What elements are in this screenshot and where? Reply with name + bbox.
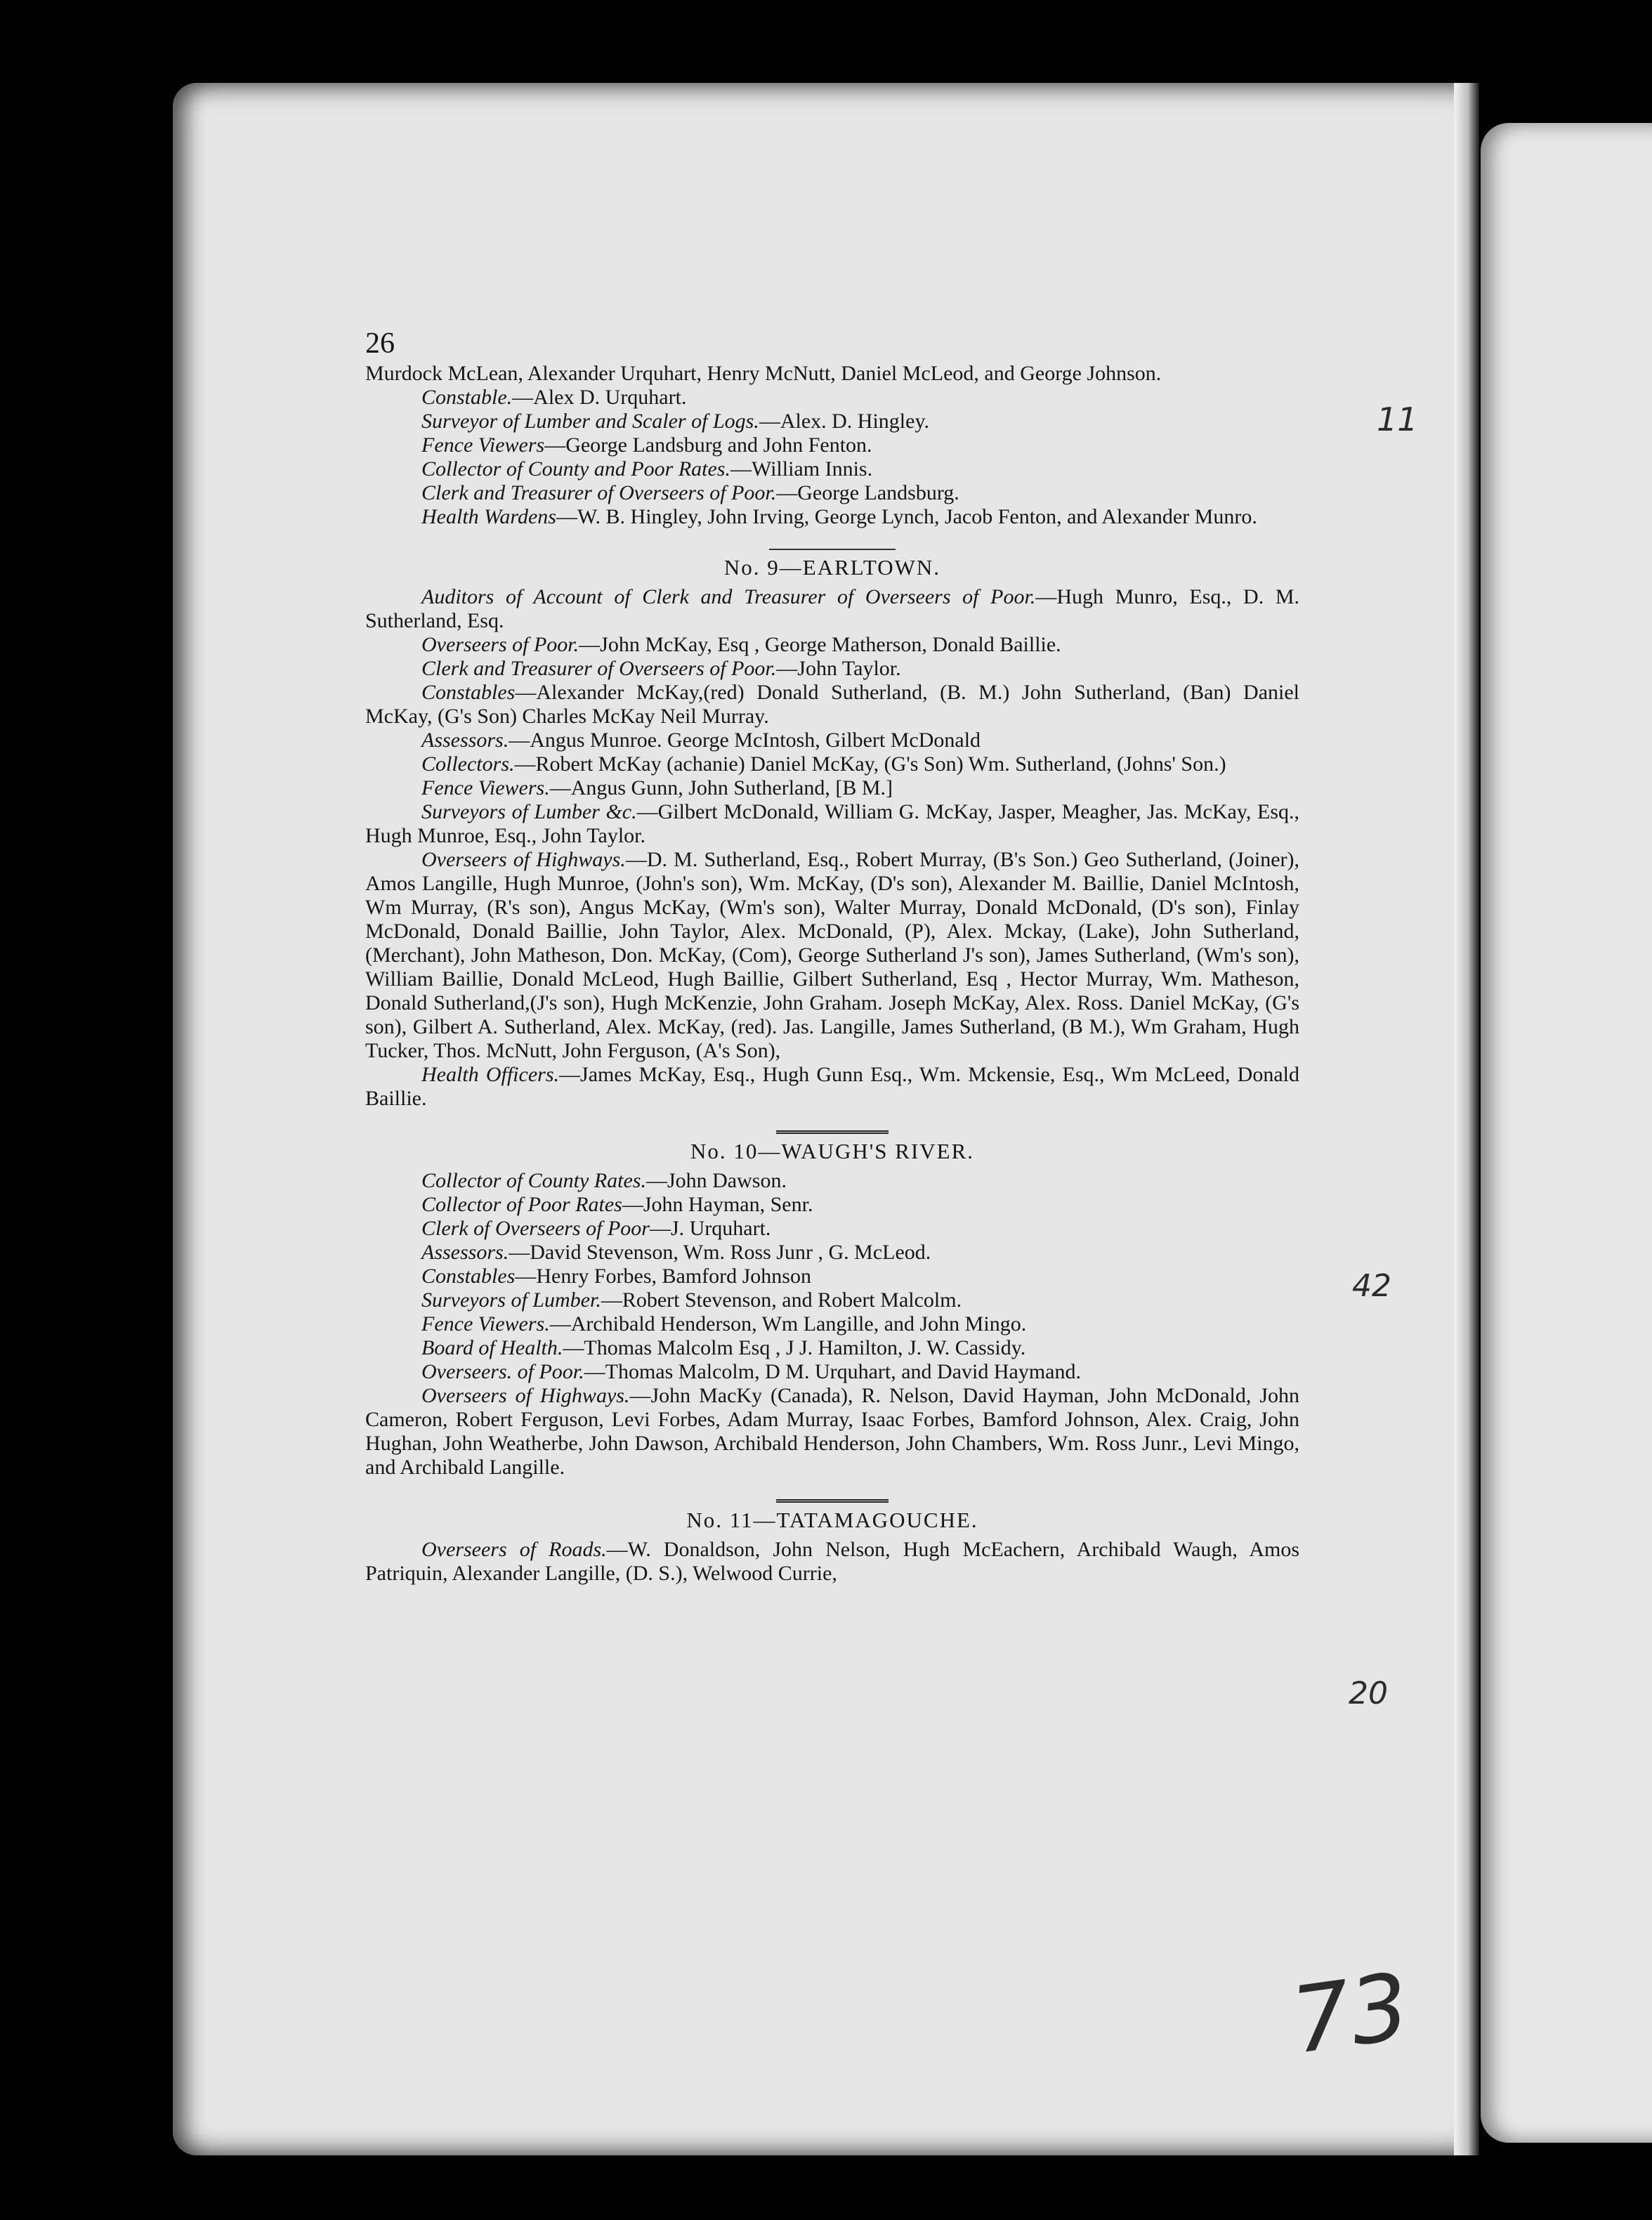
page-text [365,327,1299,1586]
office-holders: —Robert McKay (achanie) Daniel McKay, (G's Son) Wm. Sutherland, (Johns' Son.) [514,752,1226,776]
right-page-edge [1481,123,1652,2143]
office-entry [365,585,1299,633]
office-title: Overseers of Highways. [421,848,626,871]
office-entry [365,657,1299,681]
office-title: Assessors. [421,729,509,752]
office-holders: —Angus Gunn, John Sutherland, [B M.] [549,776,893,799]
township-section [365,1130,1299,1480]
book-gutter [1454,83,1479,2155]
intro-paragraph: Murdock McLean, Alexander Urquhart, Henry McNutt, Daniel McLeod, and George Johnson. [365,362,1162,385]
office-entry [365,1169,1299,1193]
office-holders: —Angus Munroe. George McIntosh, Gilbert McDonald [509,729,981,752]
page-number: 26 [365,327,395,360]
office-holders: —George Landsburg. [776,481,959,504]
section-heading: No. 10—WAUGH'S RIVER. [690,1139,975,1163]
office-entry [365,1312,1299,1336]
office-title: Fence Viewers. [421,1312,550,1336]
office-entry [365,386,1299,410]
office-holders: —John MacKy (Canada), R. Nelson, David Hayman, John McDonald, John Cameron, Robert Ferguson, Levi Forbes, Adam Murray, Isaac Forbes, Bamford Johnson, Alex. Craig, John Hughan, John Weatherbe, John Dawson, Archibald Henderson, John Chambers, Wm. Ross Junr., Levi Mingo, and Archibald Langille. [365,1384,1299,1479]
office-title: Collector of Poor Rates [421,1193,622,1216]
office-title: Health Officers. [421,1063,560,1086]
office-entry [365,1217,1299,1241]
township-section [365,549,1299,1111]
office-holders: —Hugh Munro, Esq., D. M. Sutherland, Esq. [365,585,1299,632]
office-holders: —George Landsburg and John Fenton. [544,433,872,457]
office-title: Auditors of Account of Clerk and Treasurer of Overseers of Poor. [421,585,1036,608]
office-entry [365,1265,1299,1288]
section-heading: No. 11—TATAMAGOUCHE. [686,1508,978,1532]
office-title: Overseers of Highways. [421,1384,630,1407]
office-title: Clerk and Treasurer of Overseers of Poor. [421,481,777,504]
office-title: Collector of County and Poor Rates. [421,457,730,481]
office-title: Constable. [421,386,513,409]
office-entry [365,848,1299,1063]
office-holders: —David Stevenson, Wm. Ross Junr , G. McLeod. [509,1241,931,1264]
office-holders: —John Dawson. [645,1169,787,1192]
office-title: Constables [421,1265,516,1288]
office-entry [365,776,1299,800]
handwritten-mark: 42 [1352,1268,1391,1304]
office-title: Overseers of Poor. [421,633,579,656]
office-entry [365,1360,1299,1384]
township-section [365,1499,1299,1586]
office-title: Overseers of Roads. [421,1538,607,1561]
section-divider [776,1130,889,1134]
office-holders: —Robert Stevenson, and Robert Malcolm. [601,1288,962,1312]
handwritten-mark: 11 [1377,400,1418,438]
office-holders: —James McKay, Esq., Hugh Gunn Esq., Wm. Mckensie, Esq., Wm McLeed, Donald Baillie. [365,1063,1299,1110]
office-holders: —John Hayman, Senr. [622,1193,813,1216]
office-entry [365,1288,1299,1312]
office-holders: —J. Urquhart. [649,1217,771,1240]
office-title: Fence Viewers [421,433,545,457]
section-divider [776,1499,889,1503]
office-entry [365,681,1299,729]
office-holders: —Thomas Malcolm, D M. Urquhart, and David Haymand. [584,1360,1081,1383]
office-title: Assessors. [421,1241,509,1264]
office-holders: —Alexander McKay,(red) Donald Sutherland, (B. M.) John Sutherland, (Ban) Daniel McKay, (G's Son) Charles McKay Neil Murray. [365,681,1299,728]
office-entry [365,457,1299,481]
office-title: Surveyors of Lumber. [421,1288,601,1312]
office-holders: —Archibald Henderson, Wm Langille, and John Mingo. [549,1312,1027,1336]
office-title: Clerk of Overseers of Poor [421,1217,650,1240]
office-entry [365,1063,1299,1111]
office-entry [365,433,1299,457]
office-holders: —John McKay, Esq , George Matherson, Donald Baillie. [579,633,1061,656]
handwritten-page-total: 73 [1285,1952,1416,2075]
office-holders: —Alex D. Urquhart. [512,386,687,409]
handwritten-mark: 20 [1349,1676,1388,1711]
office-title: Board of Health. [421,1336,563,1359]
office-holders: —Henry Forbes, Bamford Johnson [515,1265,811,1288]
office-entry [365,1384,1299,1480]
office-entry [365,1538,1299,1586]
office-holders: —Gilbert McDonald, William G. McKay, Jasper, Meagher, Jas. McKay, Esq., Hugh Munroe, Esq., John Taylor. [365,800,1299,847]
office-title: Collector of County Rates. [421,1169,646,1192]
office-title: Fence Viewers. [421,776,550,799]
office-title: Clerk and Treasurer of Overseers of Poor. [421,657,777,680]
office-holders: —W. B. Hingley, John Irving, George Lynch, Jacob Fenton, and Alexander Munro. [556,505,1257,528]
office-holders: —D. M. Sutherland, Esq., Robert Murray, (B's Son.) Geo Sutherland, (Joiner), Amos Langille, Hugh Munroe, (John's son), Wm. McKay, (D's son), Alexander M. Baillie, Daniel McIntosh, Wm Murray, (R's son), Angus McKay, (Wm's son), Walter Murray, Donald McDonald, (D's son), Finlay McDonald, Donald Baillie, John Taylor, Alex. McDonald, (P), Alex. Mckay, (Lake), John Sutherland,(Merchant), John Matheson, Don. McKay, (Com), George Sutherland J's son), James Sutherland, (Wm's son), William Baillie, Donald McLeod, Hugh Baillie, Gilbert Sutherland, Esq , Hector Murray, Wm. Matheson, Donald Sutherland,(J's son), Hugh McKenzie, John Graham. Joseph McKay, Alex. Ross. Daniel McKay, (G's son), Gilbert A. Sutherland, Alex. McKay, (red). Jas. Langille, James Sutherland, (B M.), Wm Graham, Hugh Tucker, Thos. McNutt, John Ferguson, (A's Son), [365,848,1300,1062]
office-entry [365,1241,1299,1265]
office-title: Surveyors of Lumber &c. [421,800,637,823]
office-entry [365,1193,1299,1217]
office-holders: —Thomas Malcolm Esq , J J. Hamilton, J. W. Cassidy. [563,1336,1026,1359]
office-entry [365,410,1299,433]
office-holders: —John Taylor. [776,657,901,680]
office-entry [365,800,1299,848]
section-heading: No. 9—EARLTOWN. [723,555,941,580]
office-entry [365,481,1299,505]
sections [365,549,1299,1586]
office-title: Constables [421,681,516,704]
office-entry [365,505,1299,529]
office-title: Overseers. of Poor. [421,1360,584,1383]
intro-offices [365,386,1299,529]
office-holders: —W. Donaldson, John Nelson, Hugh McEachern, Archibald Waugh, Amos Patriquin, Alexander Langille, (D. S.), Welwood Currie, [365,1538,1299,1585]
office-holders: —Alex. D. Hingley. [759,410,929,433]
office-title: Health Wardens [421,505,556,528]
office-holders: —William Innis. [730,457,873,481]
office-title: Collectors. [421,752,515,776]
office-title: Surveyor of Lumber and Scaler of Logs. [421,410,759,433]
office-entry [365,752,1299,776]
office-entry [365,729,1299,752]
office-entry [365,1336,1299,1360]
office-entry [365,633,1299,657]
section-divider [769,549,896,550]
